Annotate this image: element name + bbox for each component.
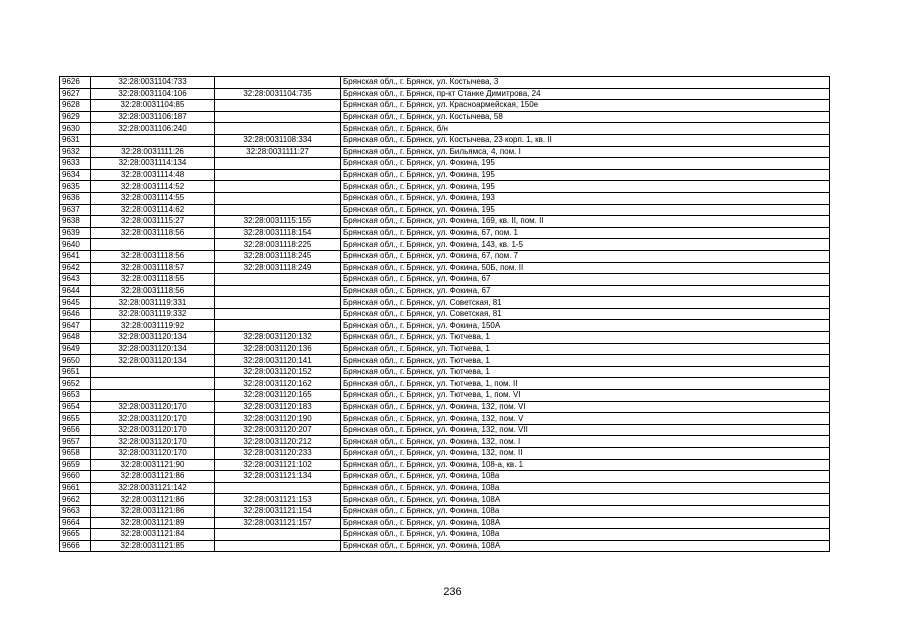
table-row bbox=[60, 111, 830, 123]
table-row bbox=[60, 146, 830, 158]
page-number: 236 bbox=[443, 586, 462, 598]
address-cell: Брянская обл., г. Брянск, ул. Костычева, 3 bbox=[341, 77, 830, 89]
row-number-cell: 9662 bbox=[60, 494, 91, 506]
row-number-cell: 9633 bbox=[60, 158, 91, 170]
address-cell: Брянская обл., г. Брянск, ул. Фокина, 143, кв. 1-5 bbox=[341, 239, 830, 251]
premises-cadastral-number-cell bbox=[215, 540, 341, 552]
cadastral-number-cell: 32:28:0031121:86 bbox=[91, 505, 215, 517]
table-row bbox=[60, 169, 830, 181]
row-number-cell: 9636 bbox=[60, 192, 91, 204]
table-row bbox=[60, 285, 830, 297]
premises-cadastral-number-cell: 32:28:0031118:249 bbox=[215, 262, 341, 274]
table-row bbox=[60, 332, 830, 344]
address-cell: Брянская обл., г. Брянск, ул. Тютчева, 1 bbox=[341, 366, 830, 378]
address-cell: Брянская обл., г. Брянск, ул. Фокина, 193 bbox=[341, 192, 830, 204]
address-cell: Брянская обл., г. Брянск, ул. Фокина, 50Б, пом. II bbox=[341, 262, 830, 274]
table-row bbox=[60, 378, 830, 390]
row-number-cell: 9663 bbox=[60, 505, 91, 517]
row-number-cell: 9632 bbox=[60, 146, 91, 158]
table-row bbox=[60, 123, 830, 135]
table-row bbox=[60, 227, 830, 239]
cadastral-number-cell: 32:28:0031118:55 bbox=[91, 274, 215, 286]
row-number-cell: 9644 bbox=[60, 285, 91, 297]
address-cell: Брянская обл., г. Брянск, ул. Тютчева, 1, пом. II bbox=[341, 378, 830, 390]
premises-cadastral-number-cell bbox=[215, 123, 341, 135]
row-number-cell: 9653 bbox=[60, 390, 91, 402]
row-number-cell: 9626 bbox=[60, 77, 91, 89]
address-cell: Брянская обл., г. Брянск, ул. Фокина, 195 bbox=[341, 204, 830, 216]
premises-cadastral-number-cell: 32:28:0031104:735 bbox=[215, 88, 341, 100]
address-cell: Брянская обл., г. Брянск, пр-кт Станке Димитрова, 24 bbox=[341, 88, 830, 100]
address-cell: Брянская обл., г. Брянск, ул. Фокина, 132, пом. VI bbox=[341, 401, 830, 413]
premises-cadastral-number-cell: 32:28:0031121:154 bbox=[215, 505, 341, 517]
cadastral-number-cell bbox=[91, 366, 215, 378]
address-cell: Брянская обл., г. Брянск, ул. Тютчева, 1 bbox=[341, 355, 830, 367]
table-row bbox=[60, 540, 830, 552]
premises-cadastral-number-cell: 32:28:0031121:102 bbox=[215, 459, 341, 471]
row-number-cell: 9656 bbox=[60, 424, 91, 436]
cadastral-number-cell: 32:28:0031121:142 bbox=[91, 482, 215, 494]
cadastral-number-cell: 32:28:0031114:48 bbox=[91, 169, 215, 181]
table-row bbox=[60, 239, 830, 251]
row-number-cell: 9649 bbox=[60, 343, 91, 355]
premises-cadastral-number-cell: 32:28:0031121:134 bbox=[215, 471, 341, 483]
premises-cadastral-number-cell bbox=[215, 308, 341, 320]
row-number-cell: 9650 bbox=[60, 355, 91, 367]
address-cell: Брянская обл., г. Брянск, ул. Фокина, 108а bbox=[341, 471, 830, 483]
row-number-cell: 9666 bbox=[60, 540, 91, 552]
property-registry-table bbox=[59, 76, 830, 552]
row-number-cell: 9657 bbox=[60, 436, 91, 448]
cadastral-number-cell: 32:28:0031120:170 bbox=[91, 401, 215, 413]
cadastral-number-cell: 32:28:0031120:170 bbox=[91, 448, 215, 460]
table-row bbox=[60, 158, 830, 170]
premises-cadastral-number-cell bbox=[215, 482, 341, 494]
table-row bbox=[60, 448, 830, 460]
row-number-cell: 9637 bbox=[60, 204, 91, 216]
row-number-cell: 9631 bbox=[60, 134, 91, 146]
table-row bbox=[60, 192, 830, 204]
row-number-cell: 9654 bbox=[60, 401, 91, 413]
row-number-cell: 9634 bbox=[60, 169, 91, 181]
cadastral-number-cell: 32:28:0031119:331 bbox=[91, 297, 215, 309]
row-number-cell: 9638 bbox=[60, 216, 91, 228]
table-row bbox=[60, 459, 830, 471]
premises-cadastral-number-cell: 32:28:0031121:157 bbox=[215, 517, 341, 529]
cadastral-number-cell: 32:28:0031120:134 bbox=[91, 332, 215, 344]
address-cell: Брянская обл., г. Брянск, ул. Тютчева, 1 bbox=[341, 332, 830, 344]
row-number-cell: 9645 bbox=[60, 297, 91, 309]
premises-cadastral-number-cell: 32:28:0031121:153 bbox=[215, 494, 341, 506]
address-cell: Брянская обл., г. Брянск, ул. Фокина, 195 bbox=[341, 158, 830, 170]
row-number-cell: 9651 bbox=[60, 366, 91, 378]
cadastral-number-cell bbox=[91, 390, 215, 402]
table-row bbox=[60, 494, 830, 506]
table-row bbox=[60, 320, 830, 332]
address-cell: Брянская обл., г. Брянск, ул. Фокина, 132, пом. II bbox=[341, 448, 830, 460]
table-row bbox=[60, 77, 830, 89]
table-row bbox=[60, 366, 830, 378]
row-number-cell: 9643 bbox=[60, 274, 91, 286]
premises-cadastral-number-cell: 32:28:0031120:136 bbox=[215, 343, 341, 355]
cadastral-number-cell: 32:28:0031120:134 bbox=[91, 343, 215, 355]
table-row bbox=[60, 517, 830, 529]
premises-cadastral-number-cell bbox=[215, 320, 341, 332]
address-cell: Брянская обл., г. Брянск, ул. Фокина, 132, пом. V bbox=[341, 413, 830, 425]
row-number-cell: 9659 bbox=[60, 459, 91, 471]
cadastral-number-cell: 32:28:0031119:92 bbox=[91, 320, 215, 332]
row-number-cell: 9648 bbox=[60, 332, 91, 344]
table-row bbox=[60, 216, 830, 228]
cadastral-number-cell: 32:28:0031121:86 bbox=[91, 494, 215, 506]
table-row bbox=[60, 181, 830, 193]
premises-cadastral-number-cell: 32:28:0031120:190 bbox=[215, 413, 341, 425]
premises-cadastral-number-cell bbox=[215, 297, 341, 309]
address-cell: Брянская обл., г. Брянск, ул. Фокина, 108А bbox=[341, 494, 830, 506]
address-cell: Брянская обл., г. Брянск, ул. Костычева, 58 bbox=[341, 111, 830, 123]
address-cell: Брянская обл., г. Брянск, ул. Тютчева, 1, пом. VI bbox=[341, 390, 830, 402]
address-cell: Брянская обл., г. Брянск, ул. Фокина, 108А bbox=[341, 540, 830, 552]
cadastral-number-cell: 32:28:0031121:85 bbox=[91, 540, 215, 552]
cadastral-number-cell bbox=[91, 239, 215, 251]
premises-cadastral-number-cell: 32:28:0031118:245 bbox=[215, 250, 341, 262]
address-cell: Брянская обл., г. Брянск, б/н bbox=[341, 123, 830, 135]
table-row bbox=[60, 482, 830, 494]
address-cell: Брянская обл., г. Брянск, ул. Фокина, 108-а, кв. 1 bbox=[341, 459, 830, 471]
row-number-cell: 9652 bbox=[60, 378, 91, 390]
row-number-cell: 9664 bbox=[60, 517, 91, 529]
row-number-cell: 9665 bbox=[60, 529, 91, 541]
table-row bbox=[60, 204, 830, 216]
premises-cadastral-number-cell: 32:28:0031115:155 bbox=[215, 216, 341, 228]
premises-cadastral-number-cell: 32:28:0031120:183 bbox=[215, 401, 341, 413]
cadastral-number-cell: 32:28:0031120:170 bbox=[91, 424, 215, 436]
cadastral-number-cell: 32:28:0031120:134 bbox=[91, 355, 215, 367]
address-cell: Брянская обл., г. Брянск, ул. Фокина, 108а bbox=[341, 529, 830, 541]
premises-cadastral-number-cell bbox=[215, 204, 341, 216]
cadastral-number-cell: 32:28:0031120:170 bbox=[91, 436, 215, 448]
premises-cadastral-number-cell bbox=[215, 111, 341, 123]
cadastral-number-cell: 32:28:0031121:90 bbox=[91, 459, 215, 471]
premises-cadastral-number-cell: 32:28:0031120:212 bbox=[215, 436, 341, 448]
table-row bbox=[60, 274, 830, 286]
row-number-cell: 9635 bbox=[60, 181, 91, 193]
row-number-cell: 9661 bbox=[60, 482, 91, 494]
table-row bbox=[60, 250, 830, 262]
cadastral-number-cell: 32:28:0031115:27 bbox=[91, 216, 215, 228]
premises-cadastral-number-cell: 32:28:0031118:225 bbox=[215, 239, 341, 251]
address-cell: Брянская обл., г. Брянск, ул. Фокина, 195 bbox=[341, 169, 830, 181]
row-number-cell: 9627 bbox=[60, 88, 91, 100]
address-cell: Брянская обл., г. Брянск, ул. Фокина, 67 bbox=[341, 274, 830, 286]
row-number-cell: 9660 bbox=[60, 471, 91, 483]
premises-cadastral-number-cell bbox=[215, 274, 341, 286]
premises-cadastral-number-cell bbox=[215, 77, 341, 89]
row-number-cell: 9630 bbox=[60, 123, 91, 135]
address-cell: Брянская обл., г. Брянск, ул. Фокина, 108а bbox=[341, 482, 830, 494]
premises-cadastral-number-cell bbox=[215, 169, 341, 181]
row-number-cell: 9640 bbox=[60, 239, 91, 251]
address-cell: Брянская обл., г. Брянск, ул. Советская, 81 bbox=[341, 297, 830, 309]
premises-cadastral-number-cell: 32:28:0031120:207 bbox=[215, 424, 341, 436]
cadastral-number-cell: 32:28:0031114:55 bbox=[91, 192, 215, 204]
cadastral-number-cell: 32:28:0031104:106 bbox=[91, 88, 215, 100]
premises-cadastral-number-cell bbox=[215, 100, 341, 112]
premises-cadastral-number-cell: 32:28:0031118:154 bbox=[215, 227, 341, 239]
premises-cadastral-number-cell: 32:28:0031120:165 bbox=[215, 390, 341, 402]
table-row bbox=[60, 343, 830, 355]
premises-cadastral-number-cell bbox=[215, 158, 341, 170]
table-row bbox=[60, 308, 830, 320]
address-cell: Брянская обл., г. Брянск, ул. Фокина, 195 bbox=[341, 181, 830, 193]
premises-cadastral-number-cell bbox=[215, 181, 341, 193]
table-row bbox=[60, 262, 830, 274]
address-cell: Брянская обл., г. Брянск, ул. Фокина, 150А bbox=[341, 320, 830, 332]
row-number-cell: 9629 bbox=[60, 111, 91, 123]
table-row bbox=[60, 100, 830, 112]
table-row bbox=[60, 529, 830, 541]
table-row bbox=[60, 390, 830, 402]
cadastral-number-cell: 32:28:0031118:56 bbox=[91, 285, 215, 297]
address-cell: Брянская обл., г. Брянск, ул. Костычева, 23 корп. 1, кв. II bbox=[341, 134, 830, 146]
cadastral-number-cell: 32:28:0031118:56 bbox=[91, 250, 215, 262]
address-cell: Брянская обл., г. Брянск, ул. Фокина, 108А bbox=[341, 517, 830, 529]
premises-cadastral-number-cell: 32:28:0031111:27 bbox=[215, 146, 341, 158]
address-cell: Брянская обл., г. Брянск, ул. Советская, 81 bbox=[341, 308, 830, 320]
table-row bbox=[60, 424, 830, 436]
address-cell: Брянская обл., г. Брянск, ул. Бильямса, 4, пом. I bbox=[341, 146, 830, 158]
table-row bbox=[60, 471, 830, 483]
address-cell: Брянская обл., г. Брянск, ул. Фокина, 67 bbox=[341, 285, 830, 297]
cadastral-number-cell: 32:28:0031121:89 bbox=[91, 517, 215, 529]
row-number-cell: 9646 bbox=[60, 308, 91, 320]
address-cell: Брянская обл., г. Брянск, ул. Тютчева, 1 bbox=[341, 343, 830, 355]
table-row bbox=[60, 88, 830, 100]
cadastral-number-cell bbox=[91, 134, 215, 146]
table-row bbox=[60, 505, 830, 517]
premises-cadastral-number-cell: 32:28:0031120:132 bbox=[215, 332, 341, 344]
row-number-cell: 9628 bbox=[60, 100, 91, 112]
cadastral-number-cell: 32:28:0031106:187 bbox=[91, 111, 215, 123]
cadastral-number-cell: 32:28:0031119:332 bbox=[91, 308, 215, 320]
cadastral-number-cell: 32:28:0031114:62 bbox=[91, 204, 215, 216]
premises-cadastral-number-cell: 32:28:0031108:334 bbox=[215, 134, 341, 146]
premises-cadastral-number-cell bbox=[215, 529, 341, 541]
cadastral-number-cell: 32:28:0031118:56 bbox=[91, 227, 215, 239]
row-number-cell: 9641 bbox=[60, 250, 91, 262]
premises-cadastral-number-cell bbox=[215, 285, 341, 297]
address-cell: Брянская обл., г. Брянск, ул. Фокина, 67, пом. 7 bbox=[341, 250, 830, 262]
cadastral-number-cell: 32:28:0031114:52 bbox=[91, 181, 215, 193]
table-row bbox=[60, 134, 830, 146]
table-body bbox=[60, 77, 830, 552]
premises-cadastral-number-cell: 32:28:0031120:141 bbox=[215, 355, 341, 367]
premises-cadastral-number-cell: 32:28:0031120:152 bbox=[215, 366, 341, 378]
cadastral-number-cell: 32:28:0031118:57 bbox=[91, 262, 215, 274]
cadastral-number-cell: 32:28:0031120:170 bbox=[91, 413, 215, 425]
premises-cadastral-number-cell: 32:28:0031120:233 bbox=[215, 448, 341, 460]
cadastral-number-cell: 32:28:0031111:26 bbox=[91, 146, 215, 158]
row-number-cell: 9647 bbox=[60, 320, 91, 332]
cadastral-number-cell: 32:28:0031104:85 bbox=[91, 100, 215, 112]
address-cell: Брянская обл., г. Брянск, ул. Фокина, 132, пом. I bbox=[341, 436, 830, 448]
table-row bbox=[60, 436, 830, 448]
table-row bbox=[60, 413, 830, 425]
row-number-cell: 9655 bbox=[60, 413, 91, 425]
address-cell: Брянская обл., г. Брянск, ул. Фокина, 169, кв. II, пом. II bbox=[341, 216, 830, 228]
address-cell: Брянская обл., г. Брянск, ул. Фокина, 132, пом. VII bbox=[341, 424, 830, 436]
table-row bbox=[60, 355, 830, 367]
row-number-cell: 9658 bbox=[60, 448, 91, 460]
table-row bbox=[60, 401, 830, 413]
cadastral-number-cell: 32:28:0031104:733 bbox=[91, 77, 215, 89]
premises-cadastral-number-cell bbox=[215, 192, 341, 204]
premises-cadastral-number-cell: 32:28:0031120:162 bbox=[215, 378, 341, 390]
cadastral-number-cell: 32:28:0031121:86 bbox=[91, 471, 215, 483]
row-number-cell: 9639 bbox=[60, 227, 91, 239]
address-cell: Брянская обл., г. Брянск, ул. Красноармейская, 150е bbox=[341, 100, 830, 112]
cadastral-number-cell: 32:28:0031106:240 bbox=[91, 123, 215, 135]
address-cell: Брянская обл., г. Брянск, ул. Фокина, 108а bbox=[341, 505, 830, 517]
row-number-cell: 9642 bbox=[60, 262, 91, 274]
cadastral-number-cell: 32:28:0031114:134 bbox=[91, 158, 215, 170]
cadastral-number-cell: 32:28:0031121:84 bbox=[91, 529, 215, 541]
cadastral-number-cell bbox=[91, 378, 215, 390]
address-cell: Брянская обл., г. Брянск, ул. Фокина, 67, пом. 1 bbox=[341, 227, 830, 239]
table-row bbox=[60, 297, 830, 309]
